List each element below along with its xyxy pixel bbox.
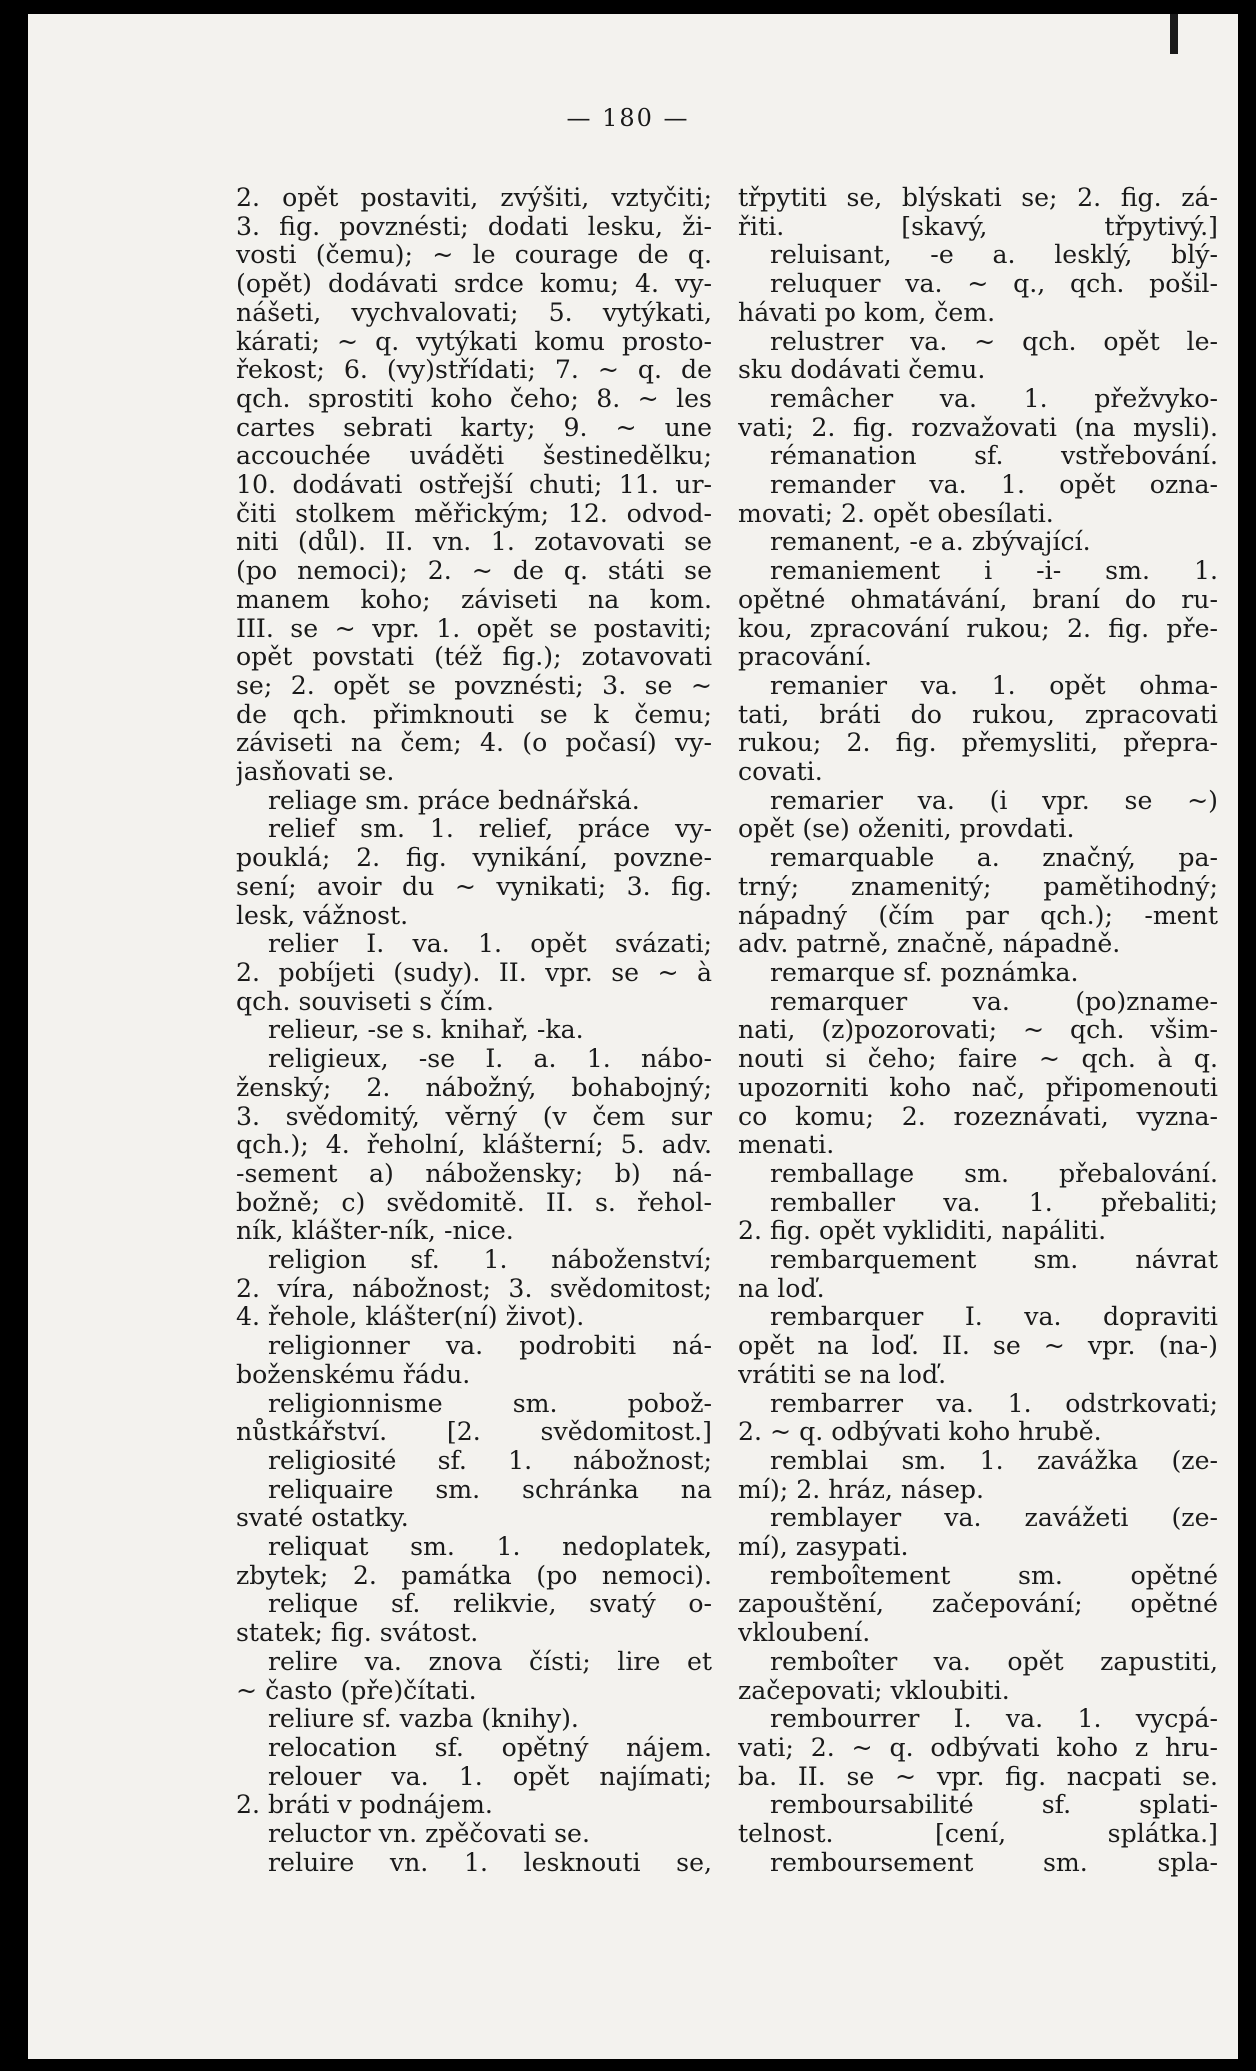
entry-text-line: sení; avoir du ~ vynikati; 3. fig. <box>236 872 712 901</box>
entry-headword-line: reluisant, -e a. lesklý, blý- <box>770 241 1218 270</box>
entry-text-line: řiti. [skavý, třpytivý.] <box>738 212 1218 241</box>
entry-headword-line: religieux, -se I. a. 1. nábo- <box>268 1045 712 1074</box>
entry-text-line: třpytiti se, blýskati se; 2. fig. zá- <box>738 184 1218 212</box>
entry-text-line: hávati po kom, čem. <box>738 298 996 327</box>
entry-text-line: vosti (čemu); ~ le courage de q. <box>236 241 712 270</box>
entry-text-line: mí), zasypati. <box>738 1533 909 1562</box>
entry-headword-line: rembarquement sm. návrat <box>770 1246 1218 1275</box>
entry-headword-line: remboîtement sm. opětné <box>770 1561 1218 1590</box>
entry-headword-line: remarquer va. (po)zname- <box>770 987 1218 1016</box>
entry-text-line: boženskému řádu. <box>236 1360 471 1389</box>
entry-text-line: trný; znamenitý; pamětihodný; <box>738 872 1218 901</box>
entry-headword-line: relique sf. relikvie, svatý o- <box>268 1590 712 1619</box>
entry-headword-line: remballer va. 1. přebaliti; <box>770 1188 1218 1217</box>
entry-headword-line: remarier va. (i vpr. se ~) <box>770 786 1218 815</box>
entry-headword-line: religiosité sf. 1. nábožnost; <box>268 1446 712 1475</box>
entry-text-line: opět (se) oženiti, provdati. <box>738 815 1075 844</box>
entry-text-line: vati; 2. fig. rozvažovati (na mysli). <box>738 413 1218 442</box>
entry-headword-line: remarquable a. značný, pa- <box>770 844 1218 873</box>
entry-text-line: nůstkářství. [2. svědomitost.] <box>236 1418 712 1447</box>
entry-text-line: 2. víra, nábožnost; 3. svědomitost; <box>236 1274 712 1303</box>
entry-headword-line: reluctor vn. zpěčovati se. <box>268 1820 590 1849</box>
entry-text-line: lesk, vážnost. <box>236 901 409 930</box>
entry-text-line: qch. sprostiti koho čeho; 8. ~ les <box>236 384 712 413</box>
entry-headword-line: rembarrer va. 1. odstrkovati; <box>770 1389 1218 1418</box>
entry-text-line: accouchée uváděti šestinedělku; <box>236 442 712 471</box>
entry-text-line: manem koho; záviseti na kom. <box>236 585 712 614</box>
entry-headword-line: reliquaire sm. schránka na <box>268 1475 712 1504</box>
entry-headword-line: religionnisme sm. pobož- <box>268 1389 712 1418</box>
entry-headword-line: remaniement i -i- sm. 1. <box>770 557 1218 586</box>
entry-text-line: adv. patrně, značně, nápadně. <box>738 930 1121 959</box>
entry-headword-line: reliquat sm. 1. nedoplatek, <box>268 1533 712 1562</box>
entry-text-line: opětné ohmatávání, braní do ru- <box>738 585 1218 614</box>
entry-text-line: ník, klášter-ník, -nice. <box>236 1217 514 1246</box>
entry-text-line: mí); 2. hráz, násep. <box>738 1475 985 1504</box>
entry-text-line: sku dodávati čemu. <box>738 356 986 385</box>
page-edge-mark <box>1170 14 1178 54</box>
entry-headword-line: remboursement sm. spla- <box>770 1848 1218 1877</box>
entry-headword-line: relouer va. 1. opět najímati; <box>268 1762 712 1791</box>
entry-headword-line: relief sm. 1. relief, práce vy- <box>268 815 712 844</box>
entry-text-line: na loď. <box>738 1274 825 1303</box>
entry-text-line: se; 2. opět se povznésti; 3. se ~ <box>236 671 712 700</box>
entry-text-line: svaté ostatky. <box>236 1504 409 1533</box>
entry-headword-line: remblai sm. 1. zavážka (ze- <box>770 1446 1218 1475</box>
entry-text-line: jasňovati se. <box>236 758 395 787</box>
entry-text-line: (opět) dodávati srdce komu; 4. vy- <box>236 270 712 299</box>
entry-headword-line: remboursabilité sf. splati- <box>770 1791 1218 1820</box>
entry-text-line: opět povstati (též fig.); zotavovati <box>236 643 712 672</box>
entry-headword-line: remanier va. 1. opět ohma- <box>770 671 1218 700</box>
entry-text-line: III. se ~ vpr. 1. opět se postaviti; <box>236 614 712 643</box>
entry-headword-line: remboîter va. opět zapustiti, <box>770 1647 1218 1676</box>
entry-text-line: statek; fig. svátost. <box>236 1619 479 1648</box>
entry-text-line: (po nemoci); 2. ~ de q. státi se <box>236 557 712 586</box>
right-column <box>738 184 1218 1877</box>
entry-headword-line: remarque sf. poznámka. <box>770 958 1079 987</box>
entry-text-line: pracování. <box>738 643 872 672</box>
entry-headword-line: relier I. va. 1. opět svázati; <box>268 930 712 959</box>
page-number: — 180 — <box>566 104 690 132</box>
entry-text-line: qch. souviseti s čím. <box>236 987 495 1016</box>
entry-text-line: menati. <box>738 1131 835 1160</box>
entry-text-line: čiti stolkem měřickým; 12. odvod- <box>236 499 712 528</box>
entry-text-line: 2. ~ q. odbývati koho hrubě. <box>738 1418 1102 1447</box>
entry-headword-line: remâcher va. 1. přežvyko- <box>770 384 1218 413</box>
entry-headword-line: relire va. znova čísti; lire et <box>268 1647 712 1676</box>
entry-text-line: 2. pobíjeti (sudy). II. vpr. se ~ à <box>236 958 712 987</box>
entry-headword-line: religion sf. 1. náboženství; <box>268 1246 712 1275</box>
entry-text-line: zapouštění, začepování; opětné <box>738 1590 1218 1619</box>
entry-headword-line: relieur, -se s. knihař, -ka. <box>268 1016 584 1045</box>
entry-headword-line: reliage sm. práce bednářská. <box>268 786 640 815</box>
entry-text-line: -sement a) nábožensky; b) ná- <box>236 1159 712 1188</box>
entry-headword-line: remander va. 1. opět ozna- <box>770 471 1218 500</box>
entry-headword-line: reluire vn. 1. lesknouti se, <box>268 1848 712 1877</box>
entry-text-line: movati; 2. opět obesílati. <box>738 499 1054 528</box>
left-column <box>236 184 712 1877</box>
entry-text-line: pouklá; 2. fig. vynikání, povzne- <box>236 844 712 873</box>
entry-text-line: kou, zpracování rukou; 2. fig. pře- <box>738 614 1218 643</box>
entry-text-line: ba. II. se ~ vpr. fig. nacpati se. <box>738 1762 1218 1791</box>
entry-text-line: ženský; 2. nábožný, bohabojný; <box>236 1073 712 1102</box>
entry-text-line: záviseti na čem; 4. (o počasí) vy- <box>236 729 712 758</box>
entry-text-line: nápadný (čím par qch.); -ment <box>738 901 1218 930</box>
entry-text-line: nášeti, vychvalovati; 5. vytýkati, <box>236 298 712 327</box>
entry-text-line: 2. bráti v podnájem. <box>236 1791 493 1820</box>
entry-headword-line: reliure sf. vazba (knihy). <box>268 1705 579 1734</box>
entry-text-line: začepovati; vkloubiti. <box>738 1676 1010 1705</box>
entry-text-line: de qch. přimknouti se k čemu; <box>236 700 712 729</box>
entry-headword-line: remblayer va. zavážeti (ze- <box>770 1504 1218 1533</box>
entry-text-line: vati; 2. ~ q. odbývati koho z hru- <box>738 1733 1218 1762</box>
entry-text-line: nati, (z)pozorovati; ~ qch. všim- <box>738 1016 1218 1045</box>
entry-text-line: zbytek; 2. památka (po nemoci). <box>236 1561 712 1590</box>
entry-text-line: božně; c) svědomitě. II. s. řehol- <box>236 1188 712 1217</box>
entry-headword-line: remballage sm. přebalování. <box>770 1159 1218 1188</box>
entry-headword-line: relustrer va. ~ qch. opět le- <box>770 327 1218 356</box>
entry-text-line: upozorniti koho nač, připomenouti <box>738 1073 1218 1102</box>
entry-text-line: kárati; ~ q. vytýkati komu prosto- <box>236 327 712 356</box>
entry-text-line: covati. <box>738 758 823 787</box>
entry-text-line: 3. svědomitý, věrný (v čem sur <box>236 1102 712 1131</box>
entry-headword-line: relocation sf. opětný nájem. <box>268 1733 712 1762</box>
entry-text-line: opět na loď. II. se ~ vpr. (na-) <box>738 1332 1218 1361</box>
entry-text-line: telnost. [cení, splátka.] <box>738 1820 1218 1849</box>
entry-text-line: co komu; 2. rozeznávati, vyzna- <box>738 1102 1218 1131</box>
entry-text-line: 3. fig. povznésti; dodati lesku, ži- <box>236 212 712 241</box>
entry-text-line: vkloubení. <box>738 1619 871 1648</box>
entry-text-line: tati, bráti do rukou, zpracovati <box>738 700 1218 729</box>
entry-headword-line: rembourrer I. va. 1. vycpá- <box>770 1705 1218 1734</box>
entry-text-line: cartes sebrati karty; 9. ~ une <box>236 413 712 442</box>
entry-text-line: 4. řehole, klášter(ní) život). <box>236 1303 585 1332</box>
entry-text-line: 10. dodávati ostřejší chuti; 11. ur- <box>236 471 712 500</box>
entry-text-line: qch.); 4. řeholní, klášterní; 5. adv. <box>236 1131 712 1160</box>
entry-headword-line: rémanation sf. vstřebování. <box>770 442 1218 471</box>
entry-text-line: 2. fig. opět vykliditi, napáliti. <box>738 1217 1107 1246</box>
entry-text-line: rukou; 2. fig. přemysliti, přepra- <box>738 729 1218 758</box>
entry-text-line: niti (důl). II. vn. 1. zotavovati se <box>236 528 712 557</box>
entry-headword-line: religionner va. podrobiti ná- <box>268 1332 712 1361</box>
entry-headword-line: remanent, -e a. zbývající. <box>770 528 1091 557</box>
entry-text-line: řekost; 6. (vy)střídati; 7. ~ q. de <box>236 356 712 385</box>
entry-text-line: ~ často (pře)čítati. <box>236 1676 477 1705</box>
entry-text-line: 2. opět postaviti, zvýšiti, vztyčiti; <box>236 184 712 212</box>
entry-text-line: nouti si čeho; faire ~ qch. à q. <box>738 1045 1218 1074</box>
entry-headword-line: reluquer va. ~ q., qch. pošil- <box>770 270 1218 299</box>
entry-headword-line: rembarquer I. va. dopraviti <box>770 1303 1218 1332</box>
entry-text-line: vrátiti se na loď. <box>738 1360 947 1389</box>
